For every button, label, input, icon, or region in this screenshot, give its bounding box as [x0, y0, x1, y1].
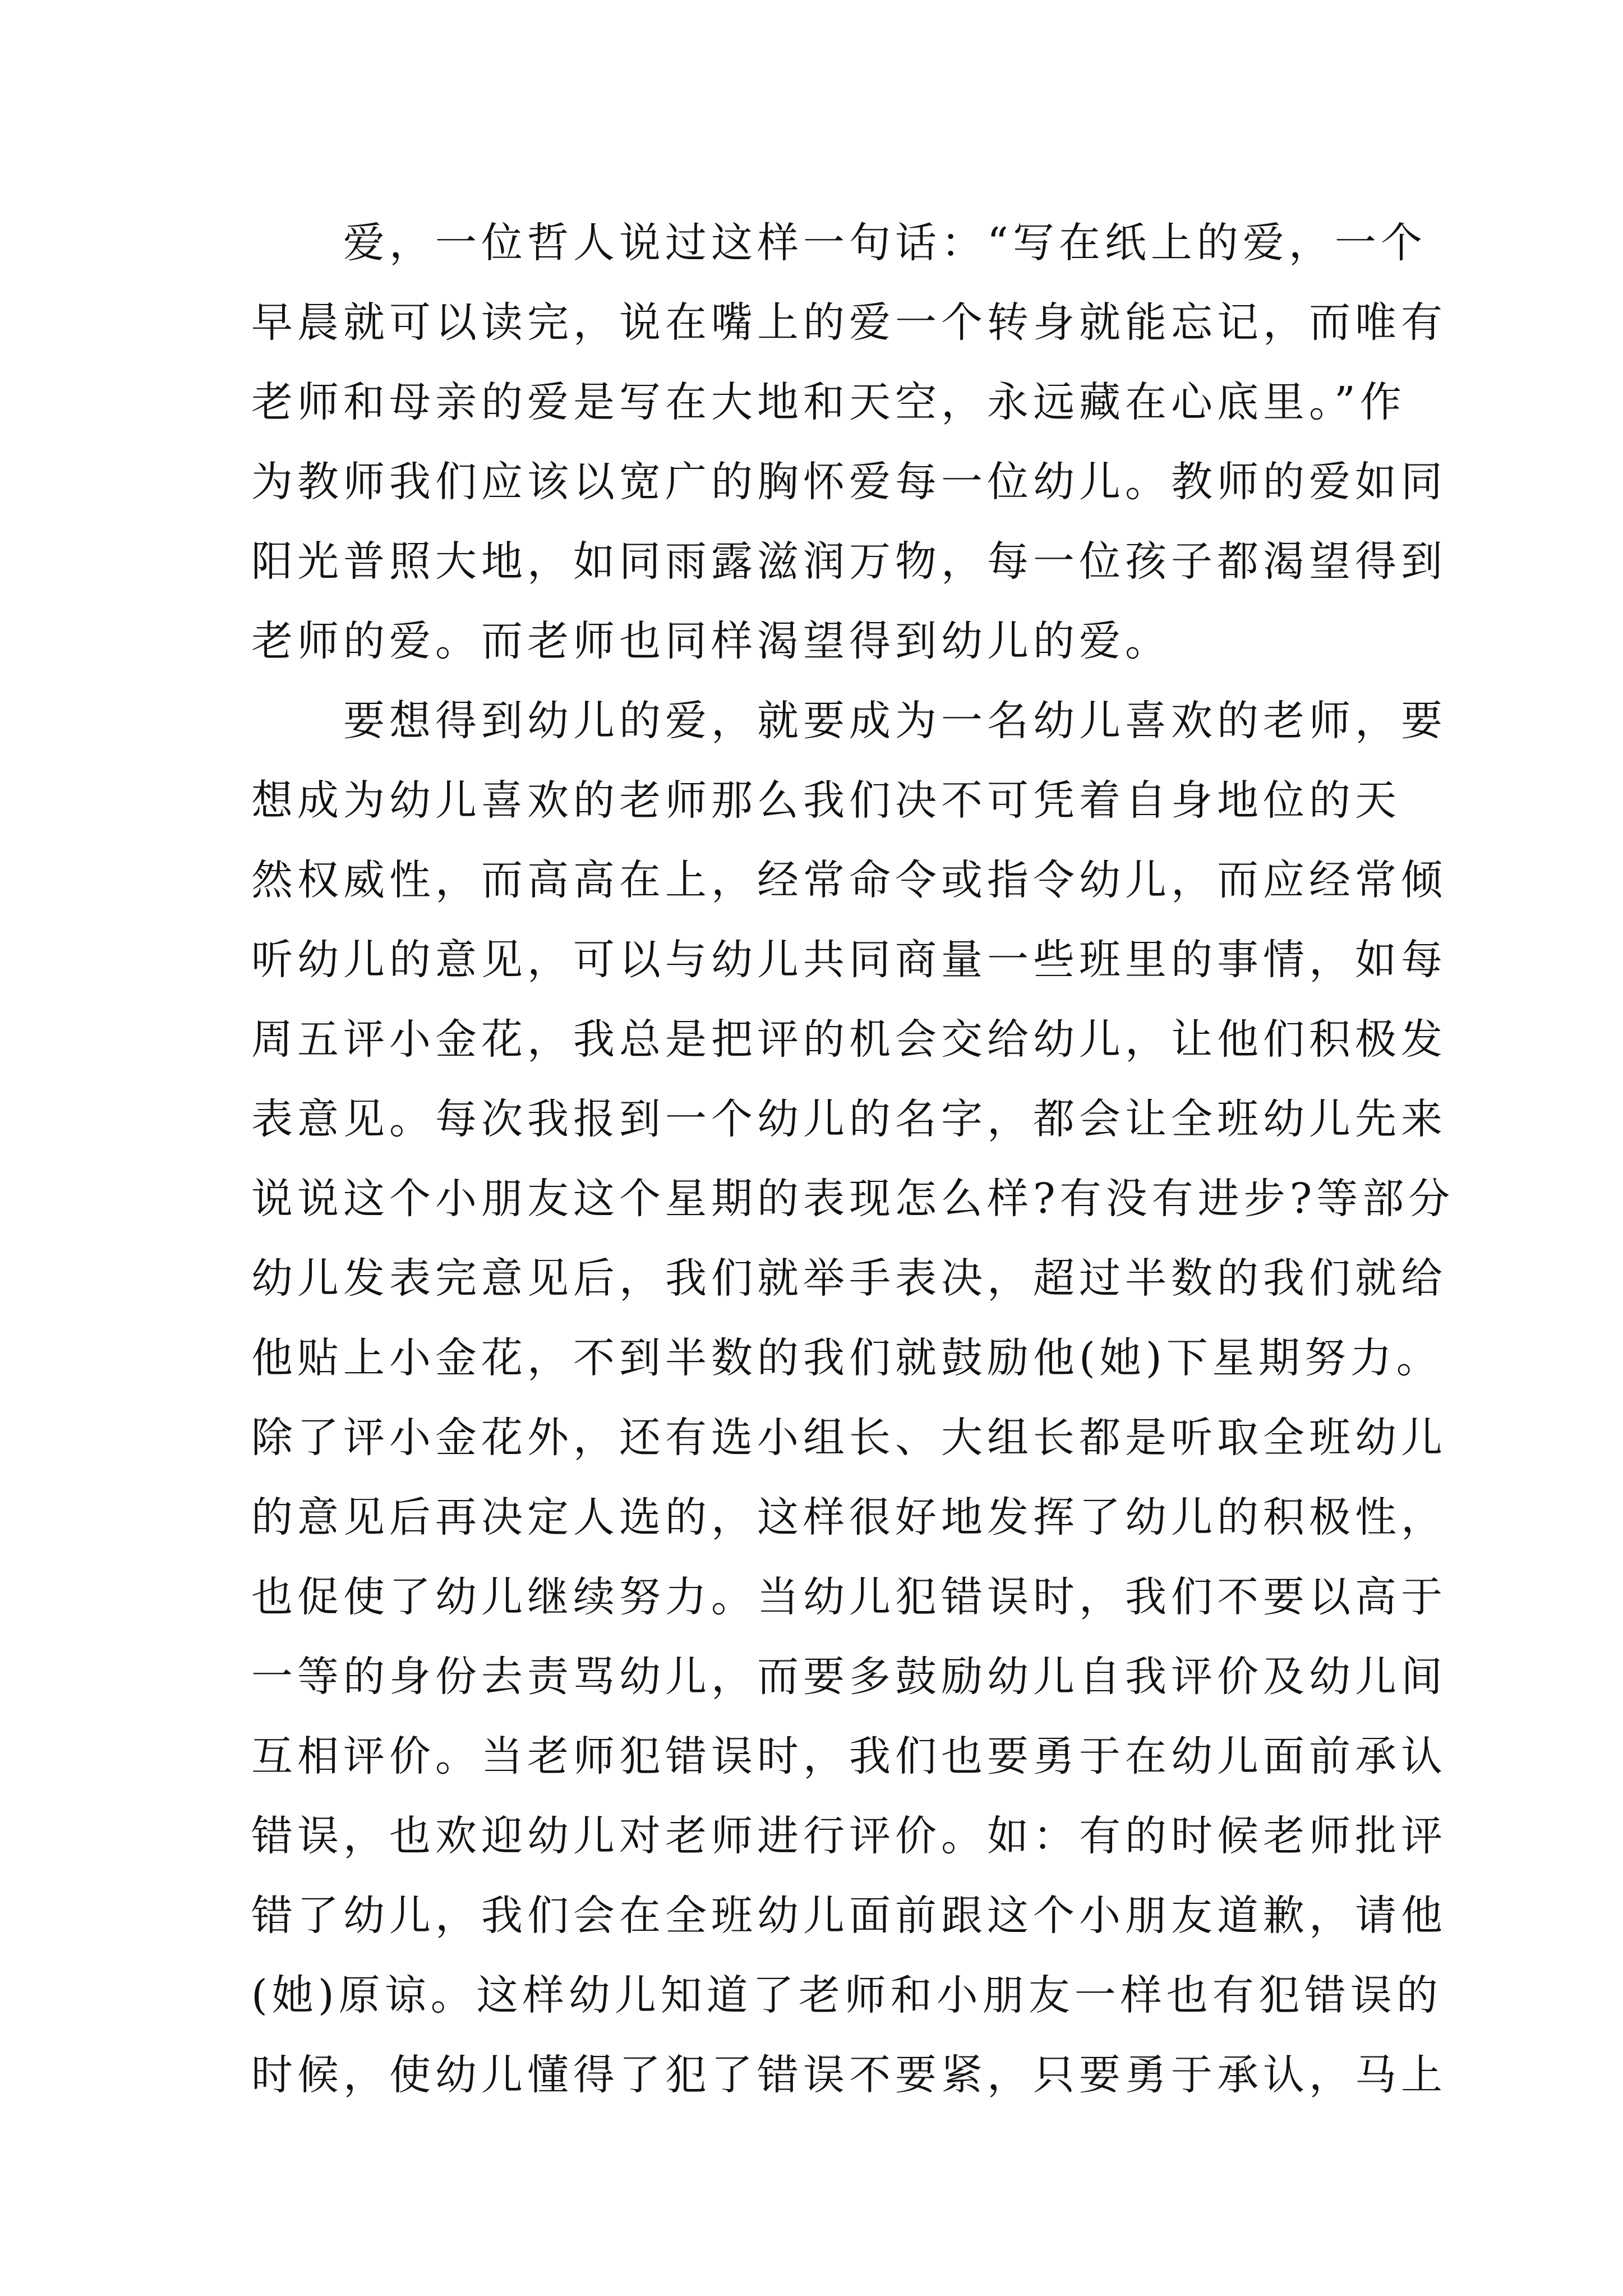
text-line: 他贴上小金花，不到半数的我们就鼓励他(她)下星期努力。	[251, 1334, 1442, 1382]
text-line: 然权威性，而高高在上，经常命令或指令幼儿，而应经常倾	[251, 856, 1447, 904]
paragraph-becoming-liked-teacher	[251, 696, 1455, 2129]
text-line: 时候，使幼儿懂得了犯了错误不要紧，只要勇于承认，马上	[251, 2051, 1447, 2099]
text-line: 互相评价。当老师犯错误时，我们也要勇于在幼儿面前承认	[251, 1732, 1447, 1780]
text-line: 听幼儿的意见，可以与幼儿共同商量一些班里的事情，如每	[251, 936, 1447, 984]
text-line: 早晨就可以读完，说在嘴上的爱一个转身就能忘记，而唯有	[251, 298, 1447, 347]
text-line: 老师和母亲的爱是写在大地和天空，永远藏在心底里。”作	[251, 378, 1406, 426]
document-body	[251, 218, 1455, 2129]
text-line: 也促使了幼儿继续努力。当幼儿犯错误时，我们不要以高于	[251, 1573, 1447, 1621]
text-line: 阳光普照大地，如同雨露滋润万物，每一位孩子都渴望得到	[251, 537, 1447, 586]
text-line: 错误，也欢迎幼儿对老师进行评价。如：有的时候老师批评	[251, 1812, 1447, 1860]
text-line: 说说这个小朋友这个星期的表现怎么样?有没有进步?等部分	[251, 1175, 1455, 1223]
text-line: 周五评小金花，我总是把评的机会交给幼儿，让他们积极发	[251, 1015, 1447, 1064]
text-line: 想成为幼儿喜欢的老师那么我们决不可凭着自身地位的天	[251, 776, 1401, 825]
text-line: 老师的爱。而老师也同样渴望得到幼儿的爱。	[251, 617, 1171, 665]
text-line: 要想得到幼儿的爱，就要成为一名幼儿喜欢的老师，要	[251, 697, 1447, 745]
text-line: 为教师我们应该以宽广的胸怀爱每一位幼儿。教师的爱如同	[251, 458, 1447, 506]
text-line: 表意见。每次我报到一个幼儿的名字，都会让全班幼儿先来	[251, 1095, 1447, 1143]
text-line: 爱，一位哲人说过这样一句话：“写在纸上的爱，一个	[251, 219, 1427, 267]
text-line: 的意见后再决定人选的，这样很好地发挥了幼儿的积极性，	[251, 1493, 1447, 1542]
text-line: 除了评小金花外，还有选小组长、大组长都是听取全班幼儿	[251, 1414, 1447, 1462]
text-line: 错了幼儿，我们会在全班幼儿面前跟这个小朋友道歉，请他	[251, 1892, 1447, 1940]
text-line: 幼儿发表完意见后，我们就举手表决，超过半数的我们就给	[251, 1254, 1447, 1303]
text-line: (她)原谅。这样幼儿知道了老师和小朋友一样也有犯错误的	[251, 1971, 1442, 2019]
text-line: 一等的身份去责骂幼儿，而要多鼓励幼儿自我评价及幼儿间	[251, 1653, 1447, 1701]
paragraph-love-quote	[251, 218, 1447, 696]
